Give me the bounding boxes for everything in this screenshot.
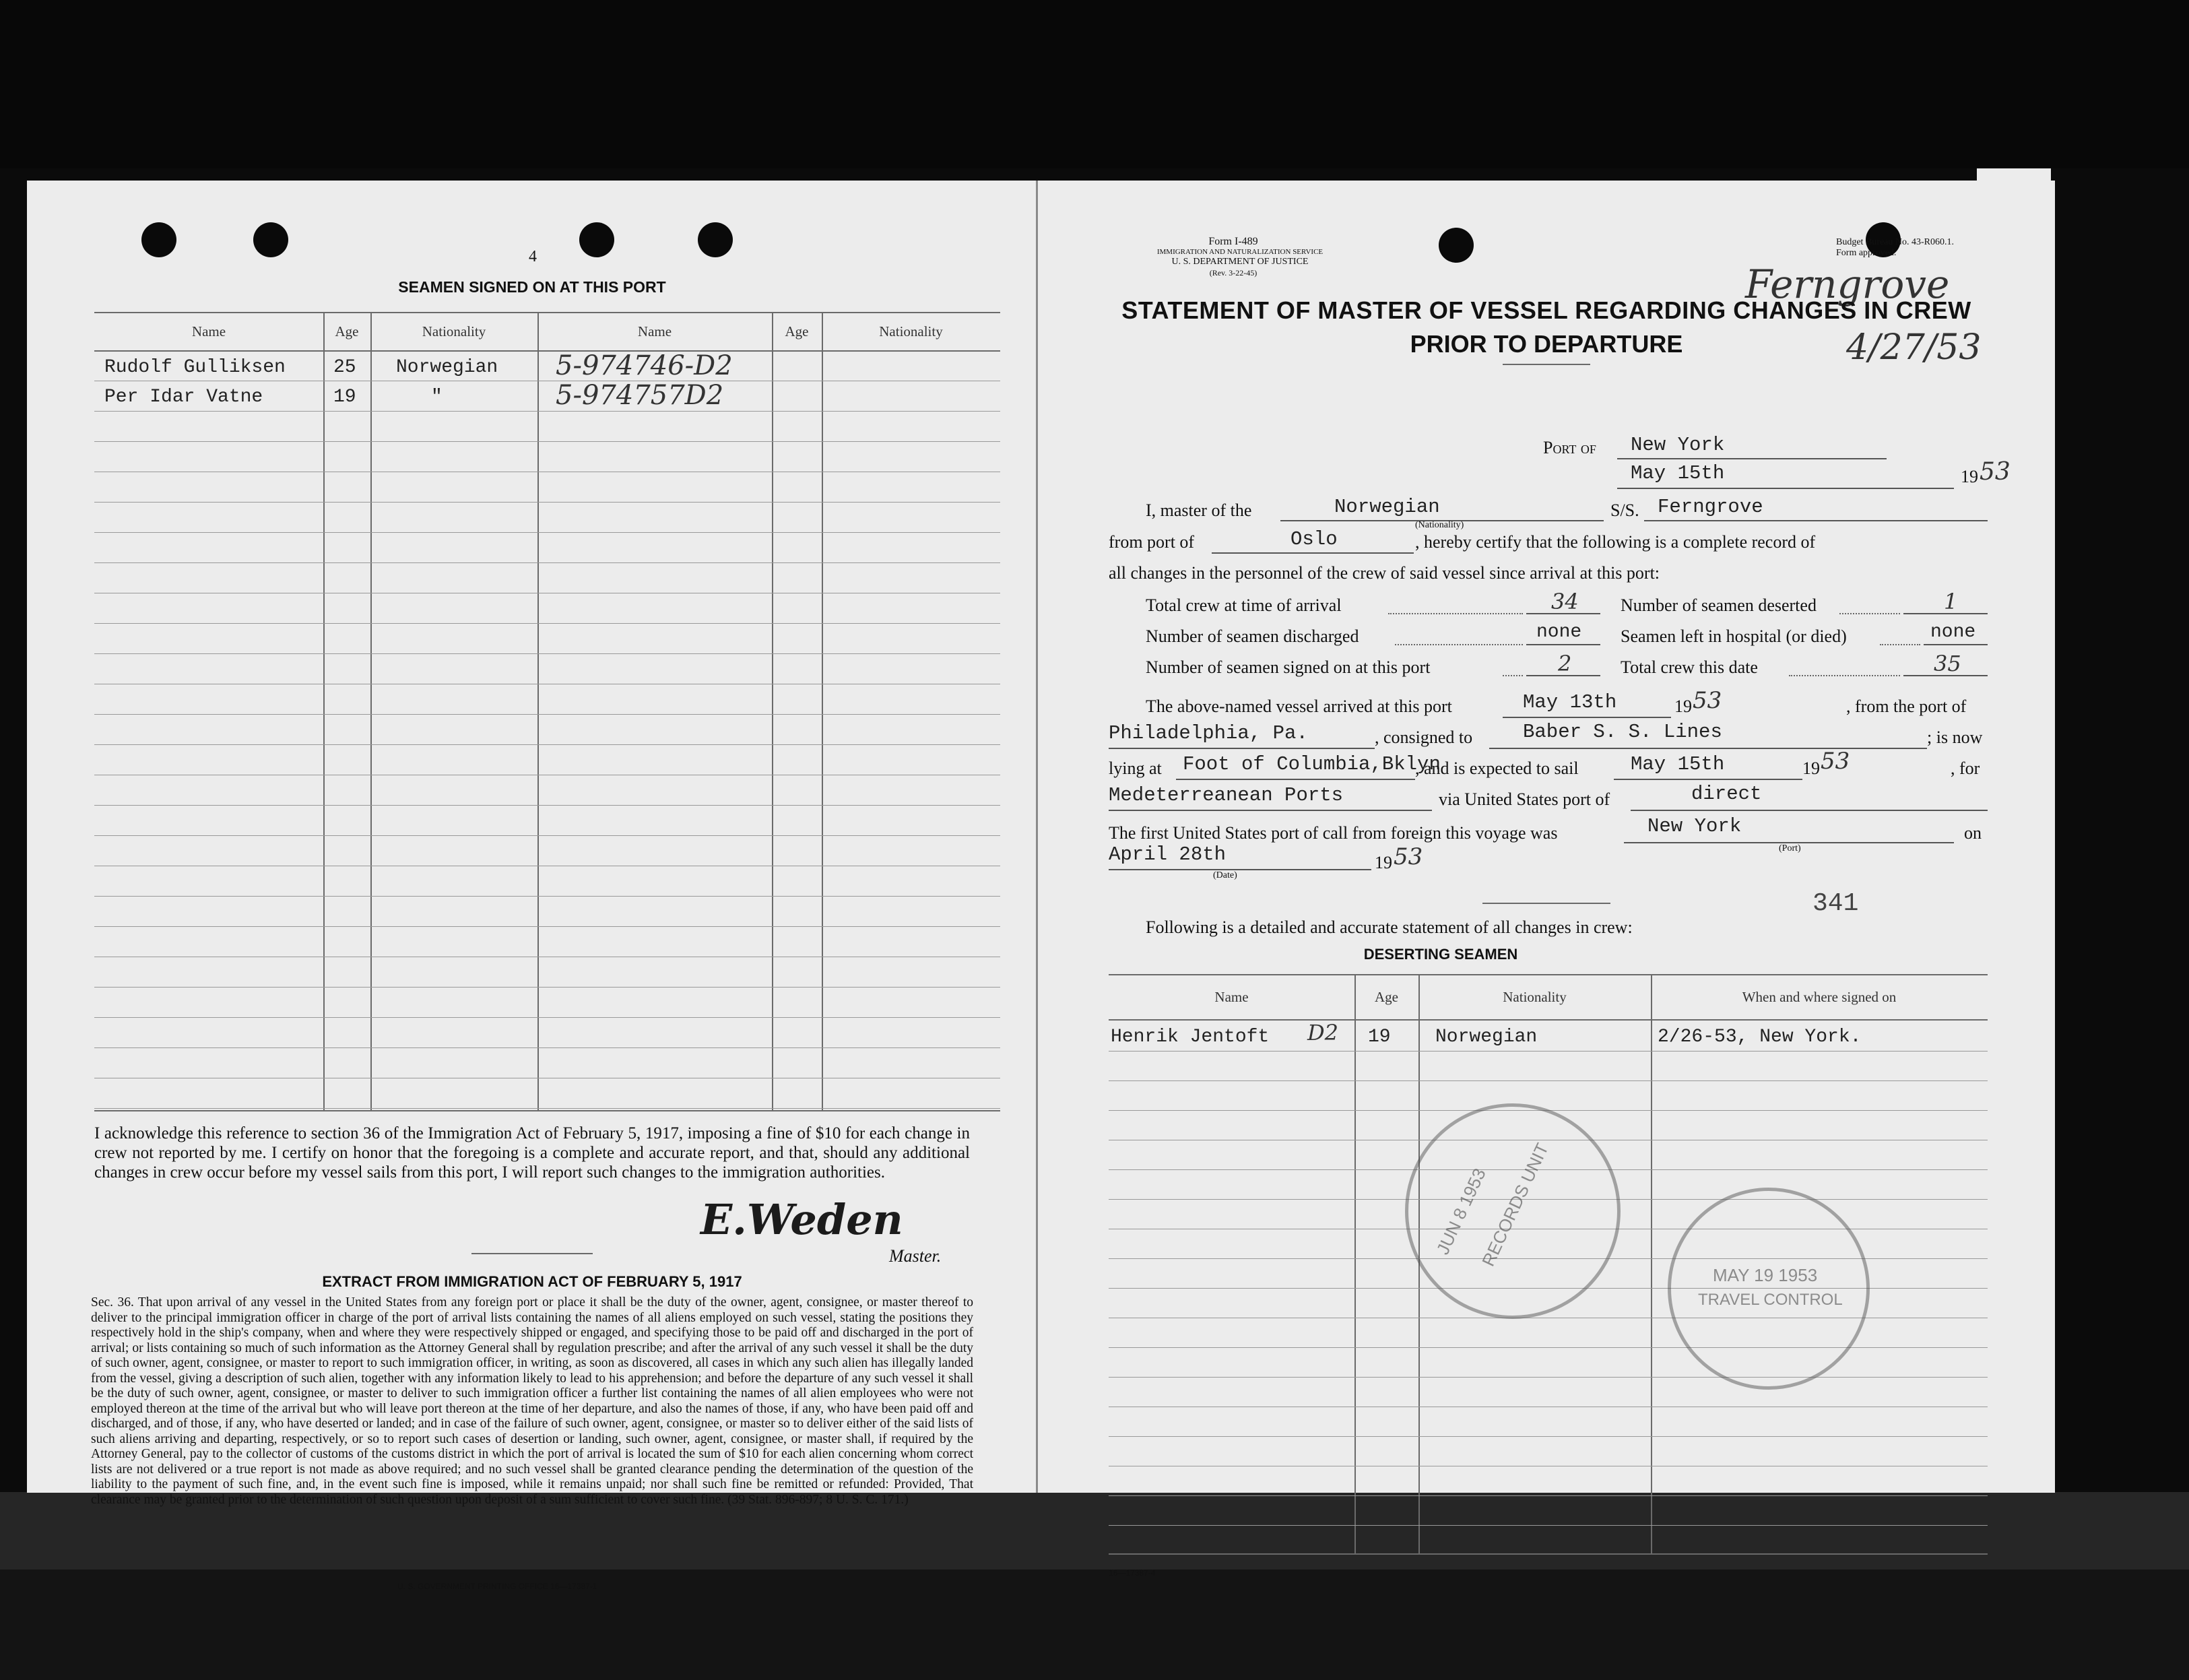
table-row-rule	[94, 714, 1000, 715]
master-of-label: I, master of the	[1146, 500, 1252, 520]
table-row-rule	[1109, 1051, 1988, 1052]
extract-text: Sec. 36. That upon arrival of any vessel in the United States from any foreign port or place it shall be the duty of the owner, agent, consignee, or master thereof to deliver to the principal immigration officer in charge of the port of arrival lists containing the names of all aliens employed on such vessel, stating the positions they respectively hold in the ship's company, when and where they were respectively shipped or engaged, and specifying those to be paid off and discharged in the port of arrival; or lists containing so much of such information as the Attorney General shall by regulation prescribe; and after the arrival of any such vessel it shall be the duty of such owner, agent, consignee, or master to report to such immigration officer, in writing, as soon as discovered, all cases in which any such alien has illegally landed from the vessel, giving a description of such alien, together with any information likely to lead to his apprehension; and before the departure of any such vessel it shall be the duty of such owner, agent, consignee, or master to deliver to such immigration officer a further list containing the names of all alien employees who were not employed thereon at the time of the arrival but who will leave port thereon at the time of her departure, and also the names of those, if any, who have been paid off and discharged, and of those, if any, who have deserted or landed; and in case of the failure of such owner, agent, consignee, or master so to deliver either of the said lists of such aliens arriving and departing, respectively, or so to report such cases of desertion or landing, such owner, agent, consignee, or master shall, if required by the Attorney General, pay to the collector of customs of the customs district in which the port of arrival is located the sum of $10 for each alien concerning whom correct lists are not delivered or a true report is not made as above required; and no such vessel shall be granted clearance pending the determination of the question of the liability to the payment of such fine, and, in the event such fine is imposed, while it remains unpaid; nor shall such fine be remitted or refunded: Provided, That clearance may be granted prior to the determination of such question upon deposit of a sum sufficient to cover such fine. (39 Stat. 896-897; 8 U. S. C. 171.)	[91, 1295, 973, 1507]
table-row-rule	[94, 987, 1000, 988]
master-signature: E.Weden	[700, 1195, 903, 1244]
punch-hole	[698, 222, 733, 257]
punch-hole	[579, 222, 614, 257]
page-number: 4	[529, 248, 537, 265]
vessel-prefix: S/S.	[1610, 500, 1639, 520]
first-port-label: The first United States port of call from foreign this voyage was	[1109, 823, 1558, 843]
table-row-rule	[94, 441, 1000, 442]
table-row-rule	[94, 502, 1000, 503]
table-row-rule	[94, 896, 1000, 897]
form-title: STATEMENT OF MASTER OF VESSEL REGARDING CHANGES IN CREW	[1121, 296, 1971, 324]
table-row-rule	[94, 744, 1000, 745]
master-label: Master.	[889, 1246, 942, 1266]
handwritten-vessel-name: Ferngrove	[1745, 261, 1950, 307]
expected-label: , and is expected to sail	[1415, 758, 1579, 778]
sail-date-value: May 15th	[1631, 753, 1725, 775]
acknowledgement-text: I acknowledge this reference to section 36 of the Immigration Act of February 5, 1917, imposing a fine of $10 for each change in crew not reported by me. I certify on honor that the foregoing is a complete and accurate report, and that, should any additional changes in crew occur before my vessel sails from this port, I will report such changes to the immigration authorities.	[94, 1124, 970, 1182]
year-prefix: 19	[1961, 467, 1978, 486]
printing-office: U. S. GOVERNMENT PRINTING OFFICE 16—17387-1	[397, 1582, 597, 1591]
total-date-label: Total crew this date	[1621, 657, 1758, 677]
seaman-name: Rudolf Gulliksen	[104, 357, 286, 378]
deserter-age: 19	[1368, 1027, 1391, 1047]
certify-text-2: all changes in the personnel of the crew of said vessel since arrival at this port:	[1109, 563, 1660, 583]
table-row-rule	[94, 653, 1000, 654]
total-date-value: 35	[1934, 651, 1961, 676]
table-row-rule	[94, 1108, 1000, 1109]
lying-value: Foot of Columbia,Bklyn	[1183, 753, 1441, 775]
budget-bureau: Budget Bureau No. 43-R060.1.	[1836, 237, 1954, 247]
via-label: via United States port of	[1439, 789, 1610, 809]
table-row-rule	[1109, 1495, 1988, 1496]
total-arrival-label: Total crew at time of arrival	[1146, 595, 1342, 615]
deserter-mark: D2	[1307, 1020, 1339, 1045]
signed-on-value: 2	[1558, 651, 1572, 676]
destination-value: Medeterreanean Ports	[1109, 784, 1344, 806]
consigned-label: , consigned to	[1375, 728, 1473, 747]
punch-hole	[141, 222, 176, 257]
sail-year-prefix: 19	[1802, 758, 1820, 778]
first-year-prefix: 19	[1375, 853, 1392, 872]
nationality-caption: (Nationality)	[1415, 520, 1464, 530]
printing-code: 16—17387-4	[1109, 1568, 1156, 1578]
table-row-rule	[94, 411, 1000, 412]
from-port-of-label: , from the port of	[1846, 697, 1967, 716]
table-row-rule	[1109, 1347, 1988, 1348]
on-label: on	[1964, 823, 1982, 843]
film-border-bottom-dark	[0, 1570, 2189, 1680]
extract-title: EXTRACT FROM IMMIGRATION ACT OF FEBRUARY 5, 1917	[322, 1273, 742, 1290]
table-row-rule	[94, 623, 1000, 624]
col-age-2: Age	[785, 323, 809, 340]
stamp-number: 341	[1812, 889, 1859, 918]
seamen-signed-title: SEAMEN SIGNED ON AT THIS PORT	[398, 278, 666, 296]
arrived-value: May 13th	[1523, 691, 1617, 713]
consigned-value: Baber S. S. Lines	[1523, 721, 1722, 743]
form-subtitle: PRIOR TO DEPARTURE	[1410, 330, 1683, 358]
seaman-note: 5-974746-D2	[556, 350, 733, 381]
port-caption: (Port)	[1779, 843, 1801, 853]
for-label: , for	[1951, 758, 1980, 778]
table-row-rule	[94, 926, 1000, 927]
col-age: Age	[1375, 989, 1398, 1005]
deserter-signed-on: 2/26-53, New York.	[1658, 1027, 1862, 1047]
col-nationality: Nationality	[422, 323, 486, 340]
table-row-rule	[1109, 1436, 1988, 1437]
col-name-2: Name	[637, 323, 672, 340]
stamp1-date: JUN 8 1953	[1432, 1165, 1490, 1258]
right-page	[1036, 181, 2055, 1578]
col-nationality-2: Nationality	[879, 323, 943, 340]
seaman-age: 19	[333, 387, 356, 408]
deserted-value: 1	[1944, 589, 1958, 614]
seaman-age: 25	[333, 357, 356, 378]
agency-line1: IMMIGRATION AND NATURALIZATION SERVICE	[1156, 248, 1324, 256]
table-row-rule	[1109, 1525, 1988, 1526]
seaman-nationality: "	[431, 387, 443, 408]
film-border-top	[0, 0, 2189, 168]
deserting-title: DESERTING SEAMEN	[1363, 946, 1518, 963]
nationality-value: Norwegian	[1334, 496, 1440, 518]
first-date-value: April 28th	[1109, 843, 1227, 866]
first-port-value: New York	[1647, 815, 1742, 837]
table-row-rule	[1109, 1377, 1988, 1378]
date-value: May 15th	[1631, 462, 1725, 484]
total-arrival-value: 34	[1551, 589, 1579, 614]
discharged-value: none	[1536, 622, 1582, 643]
stamp2-text: TRAVEL CONTROL	[1698, 1291, 1843, 1309]
col-name: Name	[191, 323, 226, 340]
deserter-nationality: Norwegian	[1435, 1027, 1538, 1047]
table-row-rule	[94, 1017, 1000, 1018]
stamp2-date: MAY 19 1953	[1713, 1265, 1818, 1285]
port-label: Port of	[1543, 438, 1596, 457]
table-row-rule	[94, 805, 1000, 806]
date-caption: (Date)	[1213, 870, 1237, 880]
discharged-label: Number of seamen discharged	[1146, 626, 1359, 646]
arrived-label: The above-named vessel arrived at this port	[1146, 697, 1452, 716]
previous-port-value: Philadelphia, Pa.	[1109, 722, 1308, 744]
year-value: 53	[1980, 458, 2011, 486]
hospital-label: Seamen left in hospital (or died)	[1621, 626, 1847, 646]
left-page	[27, 181, 1037, 1591]
deserted-label: Number of seamen deserted	[1621, 595, 1817, 615]
is-now-label: ; is now	[1927, 728, 1983, 747]
signed-on-label: Number of seamen signed on at this port	[1146, 657, 1431, 677]
deserter-name: Henrik Jentoft	[1111, 1027, 1270, 1047]
arrived-year-prefix: 19	[1674, 697, 1692, 716]
table-row-rule	[94, 562, 1000, 563]
punch-hole	[253, 222, 288, 257]
col-when-where: When and where signed on	[1742, 989, 1897, 1005]
records-unit-stamp	[1405, 1103, 1621, 1319]
col-nationality: Nationality	[1503, 989, 1567, 1005]
table-row-rule	[94, 835, 1000, 836]
form-revision: (Rev. 3-22-45)	[1209, 268, 1257, 278]
lying-label: lying at	[1109, 758, 1162, 778]
table-row-rule	[94, 1047, 1000, 1048]
handwritten-date: 4/27/53	[1846, 327, 1982, 368]
from-port-label: from port of	[1109, 532, 1195, 552]
stamp1-text: RECORDS UNIT	[1478, 1140, 1553, 1270]
form-approved: Form approved.	[1836, 248, 1897, 258]
seaman-nationality: Norwegian	[396, 357, 498, 378]
vessel-value: Ferngrove	[1658, 496, 1763, 518]
following-text: Following is a detailed and accurate statement of all changes in crew:	[1146, 917, 1633, 937]
via-value: direct	[1691, 783, 1762, 805]
table-row-rule	[1109, 1080, 1988, 1081]
agency-line2: U. S. DEPARTMENT OF JUSTICE	[1171, 257, 1309, 267]
certify-text: , hereby certify that the following is a complete record of	[1415, 532, 1816, 552]
punch-hole	[1439, 228, 1474, 263]
hospital-value: none	[1930, 622, 1976, 643]
from-port-value: Oslo	[1290, 528, 1338, 550]
travel-control-stamp	[1668, 1188, 1870, 1390]
arrived-year: 53	[1693, 687, 1722, 714]
seaman-name: Per Idar Vatne	[104, 387, 263, 408]
col-age: Age	[335, 323, 359, 340]
first-year: 53	[1394, 843, 1423, 870]
seaman-note: 5-974757D2	[556, 380, 724, 411]
col-name: Name	[1214, 989, 1249, 1005]
port-value: New York	[1631, 434, 1725, 456]
sail-year: 53	[1821, 748, 1850, 775]
form-number: Form I-489	[1208, 236, 1258, 247]
table-row-rule	[94, 532, 1000, 533]
